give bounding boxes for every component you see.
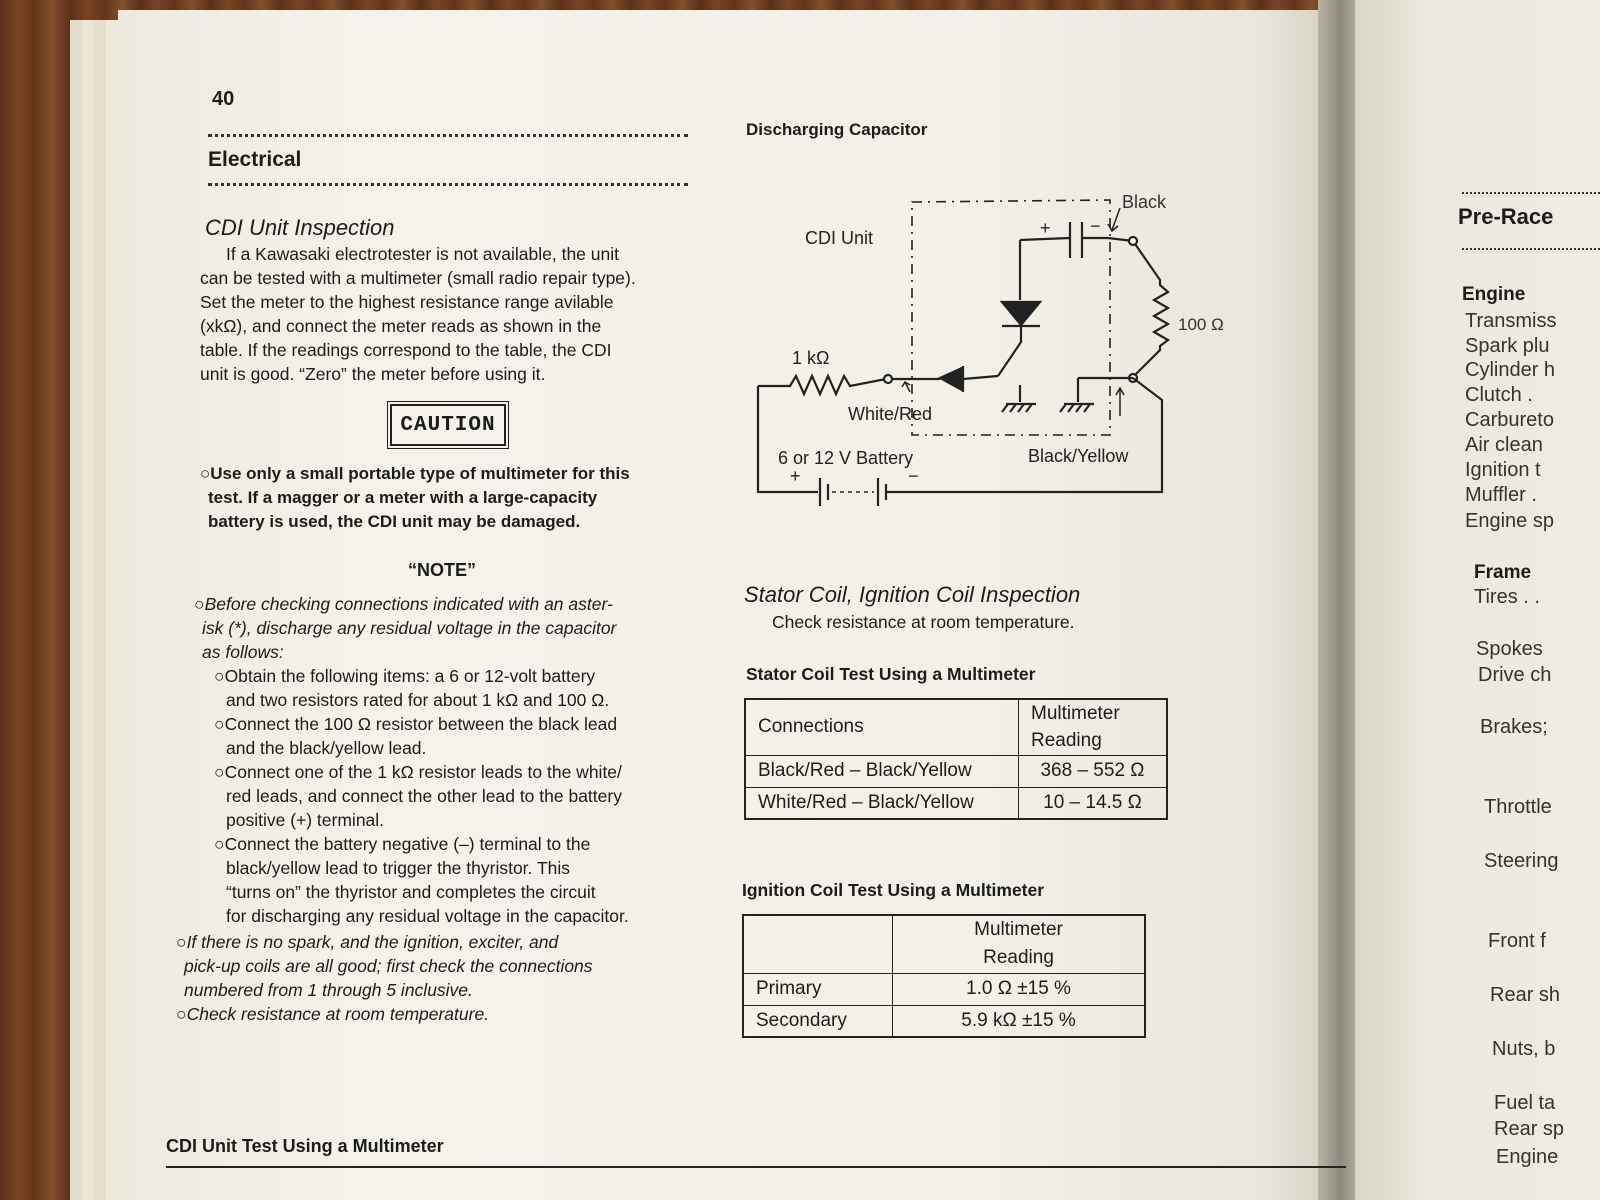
engine-item: Cylinder h xyxy=(1465,359,1556,381)
tail-line: pick-up coils are all good; first check the connections xyxy=(184,956,593,976)
label-cap-plus: + xyxy=(1040,218,1051,238)
caution-text xyxy=(200,462,688,534)
dotted-rule xyxy=(1462,248,1600,250)
engine-item: Carbureto xyxy=(1465,409,1554,431)
frame-item: Drive ch xyxy=(1478,664,1552,686)
caution-box: CAUTION xyxy=(390,404,506,446)
diode-symbol xyxy=(940,368,962,390)
step-line: black/yellow lead to trigger the thyristor. This xyxy=(226,858,571,878)
table-row xyxy=(745,755,1167,787)
dotted-rule xyxy=(1462,192,1600,194)
note-line: as follows: xyxy=(202,642,284,662)
step-line: “turns on” the thyristor and completes the circuit xyxy=(226,882,596,902)
label-plus: + xyxy=(790,466,801,486)
cdi-unit-boundary xyxy=(912,200,1110,435)
frame-item: Throttle xyxy=(1484,796,1552,818)
cell-reading: 5.9 kΩ ±15 % xyxy=(893,1005,1146,1037)
cdi-paragraph xyxy=(200,242,688,386)
paragraph-line: can be tested with a multimeter (small radio repair type). xyxy=(200,268,636,288)
stator-subtext: Check resistance at room temperature. xyxy=(772,612,1075,632)
label-white-red: White/Red xyxy=(848,404,933,424)
note-line: isk (*), discharge any residual voltage in the capacitor xyxy=(202,618,617,638)
header-empty xyxy=(743,915,893,973)
label-black: Black xyxy=(1122,192,1167,212)
label-cdi-unit: CDI Unit xyxy=(805,228,874,248)
frame-heading: Frame xyxy=(1474,562,1532,583)
cell-coil: Secondary xyxy=(743,1005,893,1037)
label-100-ohm: 100 Ω xyxy=(1178,315,1224,334)
stator-coil-table xyxy=(744,698,1168,820)
paragraph-line: If a Kawasaki electrotester is not available, the unit xyxy=(226,244,619,264)
resistor-100 xyxy=(1133,241,1168,377)
discharging-capacitor-diagram xyxy=(740,180,1240,520)
tail-line: ○If there is no spark, and the ignition, exciter, and xyxy=(176,932,559,952)
cell-reading: 10 – 14.5 Ω xyxy=(1019,787,1168,819)
step-line: ○Connect the 100 Ω resistor between the black lead xyxy=(214,714,618,734)
cell-coil: Primary xyxy=(743,973,893,1005)
engine-item: Clutch . xyxy=(1465,384,1533,406)
step-line: and the black/yellow lead. xyxy=(226,738,427,758)
header-reading-line: Reading xyxy=(983,947,1054,969)
engine-item: Muffler . xyxy=(1465,484,1537,506)
frame-item: Tires . . xyxy=(1474,586,1540,608)
paragraph-line: Set the meter to the highest resistance range avilable xyxy=(200,292,614,312)
note-steps xyxy=(214,664,686,928)
step-line: and two resistors rated for about 1 kΩ and 100 Ω. xyxy=(226,690,610,710)
note-title: “NOTE” xyxy=(408,560,477,580)
header-reading-line: Multimeter xyxy=(1031,703,1120,725)
note-intro xyxy=(194,592,686,664)
step-line: ○Connect the battery negative (–) terminal to the xyxy=(214,834,591,854)
paragraph-line: unit is good. “Zero” the meter before using it. xyxy=(200,364,546,384)
cell-reading: 1.0 Ω ±15 % xyxy=(893,973,1146,1005)
ignition-table-caption: Ignition Coil Test Using a Multimeter xyxy=(742,880,1045,900)
label-battery: 6 or 12 V Battery xyxy=(778,448,914,468)
engine-item: Transmiss xyxy=(1465,310,1557,332)
table-row xyxy=(743,1005,1145,1037)
engine-item: Spark plu xyxy=(1465,335,1550,357)
engine-heading: Engine xyxy=(1462,284,1526,305)
frame-item: Engine xyxy=(1496,1146,1559,1168)
paragraph-line: table. If the readings correspond to the table, the CDI xyxy=(200,340,612,360)
caution-line: ○Use only a small portable type of multimeter for this xyxy=(200,464,630,483)
header-reading-line: Reading xyxy=(1031,730,1102,752)
paragraph-line: (xkΩ), and connect the meter reads as shown in the xyxy=(200,316,602,336)
tail-line: numbered from 1 through 5 inclusive. xyxy=(184,980,473,1000)
frame-item: Front f xyxy=(1488,930,1546,952)
frame-item: Spokes xyxy=(1476,638,1543,660)
page-number: 40 xyxy=(212,88,235,110)
step-line: ○Obtain the following items: a 6 or 12-volt battery xyxy=(214,666,596,686)
frame-item: Rear sh xyxy=(1490,984,1561,1006)
label-cap-minus: − xyxy=(1090,216,1101,236)
step-line: for discharging any residual voltage in the capacitor. xyxy=(226,906,629,926)
table-row xyxy=(745,787,1167,819)
caution-line: test. If a magger or a meter with a large-capacity xyxy=(208,488,598,507)
cell-reading: 368 – 552 Ω xyxy=(1019,755,1168,787)
frame-item: Rear sp xyxy=(1494,1118,1565,1140)
table-header-row xyxy=(743,915,1145,973)
step-line: positive (+) terminal. xyxy=(226,810,385,830)
label-minus: − xyxy=(908,466,919,486)
engine-item: Air clean xyxy=(1465,434,1543,456)
header-reading xyxy=(893,915,1146,973)
engine-item: Engine sp xyxy=(1465,510,1554,532)
dotted-rule xyxy=(208,134,688,137)
header-reading xyxy=(1019,699,1168,755)
resistor-1k xyxy=(758,376,886,394)
thyristor-symbol xyxy=(1002,302,1040,325)
cell-connection: Black/Red – Black/Yellow xyxy=(745,755,1019,787)
bottom-rule xyxy=(166,1166,1346,1168)
frame-item: Nuts, b xyxy=(1492,1038,1556,1060)
frame-item: Steering xyxy=(1484,850,1559,872)
frame-item: Fuel ta xyxy=(1494,1092,1556,1114)
diagram-title: Discharging Capacitor xyxy=(746,120,928,139)
note-line: ○Before checking connections indicated with an aster- xyxy=(194,594,613,614)
right-page-heading: Pre-Race xyxy=(1458,204,1554,229)
step-line: ○Connect one of the 1 kΩ resistor leads to the white/ xyxy=(214,762,622,782)
table-row xyxy=(743,973,1145,1005)
tail-line: ○Check resistance at room temperature. xyxy=(176,1004,490,1024)
dotted-rule xyxy=(208,183,688,186)
stator-heading: Stator Coil, Ignition Coil Inspection xyxy=(744,582,1081,607)
label-black-yellow: Black/Yellow xyxy=(1028,446,1129,466)
section-title: Electrical xyxy=(208,148,302,171)
table-header-row xyxy=(745,699,1167,755)
note-tail xyxy=(176,930,686,1026)
stator-table-caption: Stator Coil Test Using a Multimeter xyxy=(746,664,1036,684)
cell-connection: White/Red – Black/Yellow xyxy=(745,787,1019,819)
caution-line: battery is used, the CDI unit may be damaged. xyxy=(208,512,581,531)
header-connections: Connections xyxy=(745,699,1019,755)
engine-item: Ignition t xyxy=(1465,459,1541,481)
bottom-caption: CDI Unit Test Using a Multimeter xyxy=(166,1136,444,1156)
frame-item: Brakes; xyxy=(1480,716,1548,738)
step-line: red leads, and connect the other lead to the battery xyxy=(226,786,622,806)
header-reading-line: Multimeter xyxy=(974,919,1063,941)
ignition-coil-table xyxy=(742,914,1146,1038)
cdi-heading: CDI Unit Inspection xyxy=(205,215,395,240)
label-1k-ohm: 1 kΩ xyxy=(792,348,830,368)
